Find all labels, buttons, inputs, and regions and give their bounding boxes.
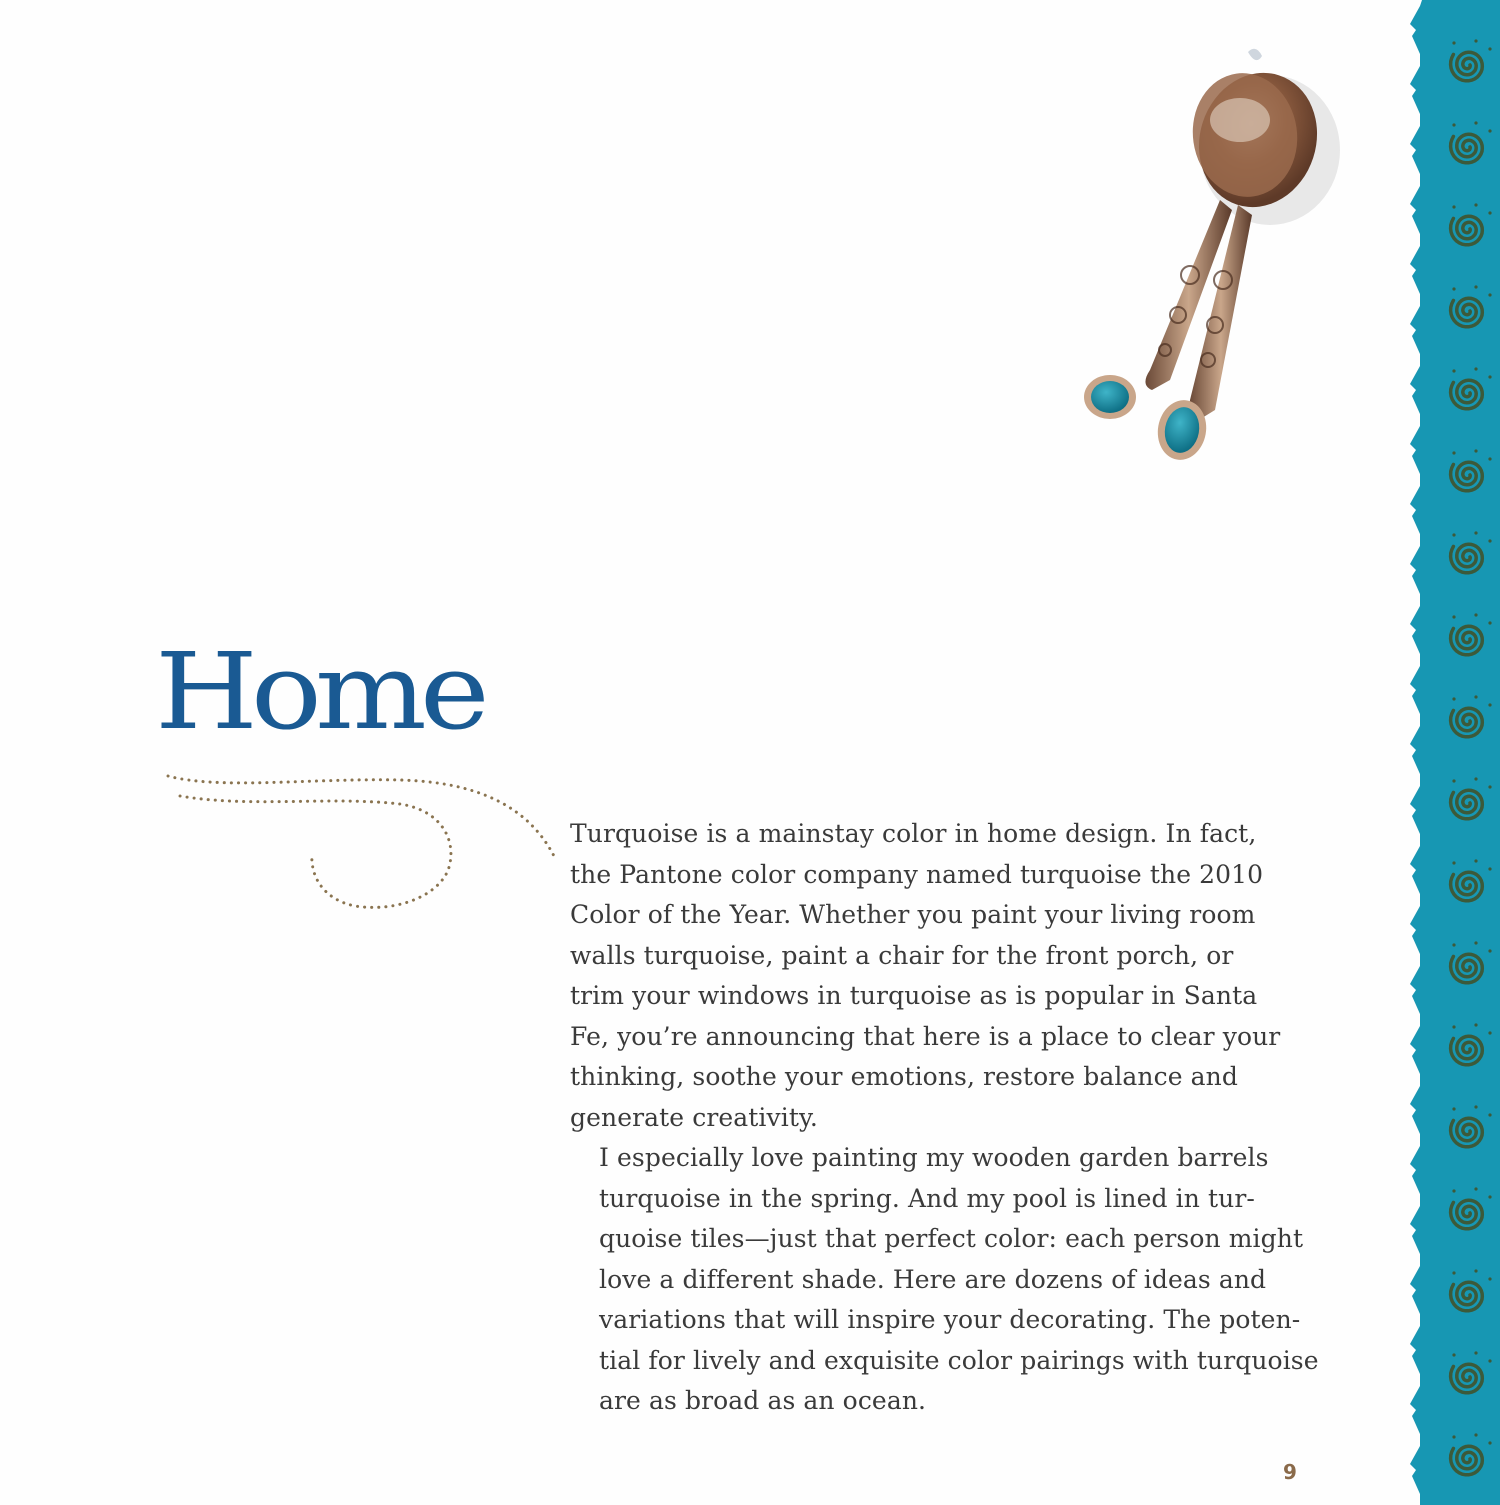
paragraph-2 [570,1138,1319,1422]
page-title: Home [155,629,483,754]
page-number: 9 [1283,1460,1297,1484]
spoons-illustration [1060,40,1360,480]
dotted-swirl-icon [160,768,570,918]
text-line: I especially love painting my wooden garden barrels [599,1143,1269,1172]
text-line: generate creativity. [570,1102,818,1132]
decorative-border [1408,0,1500,1505]
body-text [570,814,1319,1422]
text-line: Fe, you’re announcing that here is a place to clear your [570,1021,1281,1051]
text-line: love a different shade. Here are dozens of ideas and [599,1264,1267,1294]
text-line: Turquoise is a mainstay color in home design. In fact, [570,819,1257,848]
text-line: quoise tiles—just that perfect color: each person might [599,1224,1304,1253]
text-line: the Pantone color company named turquoise the 2010 [570,859,1264,889]
text-line: turquoise in the spring. And my pool is lined in tur- [599,1183,1255,1213]
text-line: tial for lively and exquisite color pairings with turquoise [599,1345,1319,1375]
paragraph-1 [570,814,1300,1138]
text-line: Color of the Year. Whether you paint your living room [570,900,1256,929]
text-line: are as broad as an ocean. [599,1386,927,1415]
text-line: thinking, soothe your emotions, restore balance and [570,1062,1238,1091]
text-line: trim your windows in turquoise as is popular in Santa [570,981,1258,1010]
border-background [1410,0,1500,1505]
text-line: walls turquoise, paint a chair for the front porch, or [570,940,1234,970]
text-line: variations that will inspire your decorating. The poten- [599,1305,1301,1334]
